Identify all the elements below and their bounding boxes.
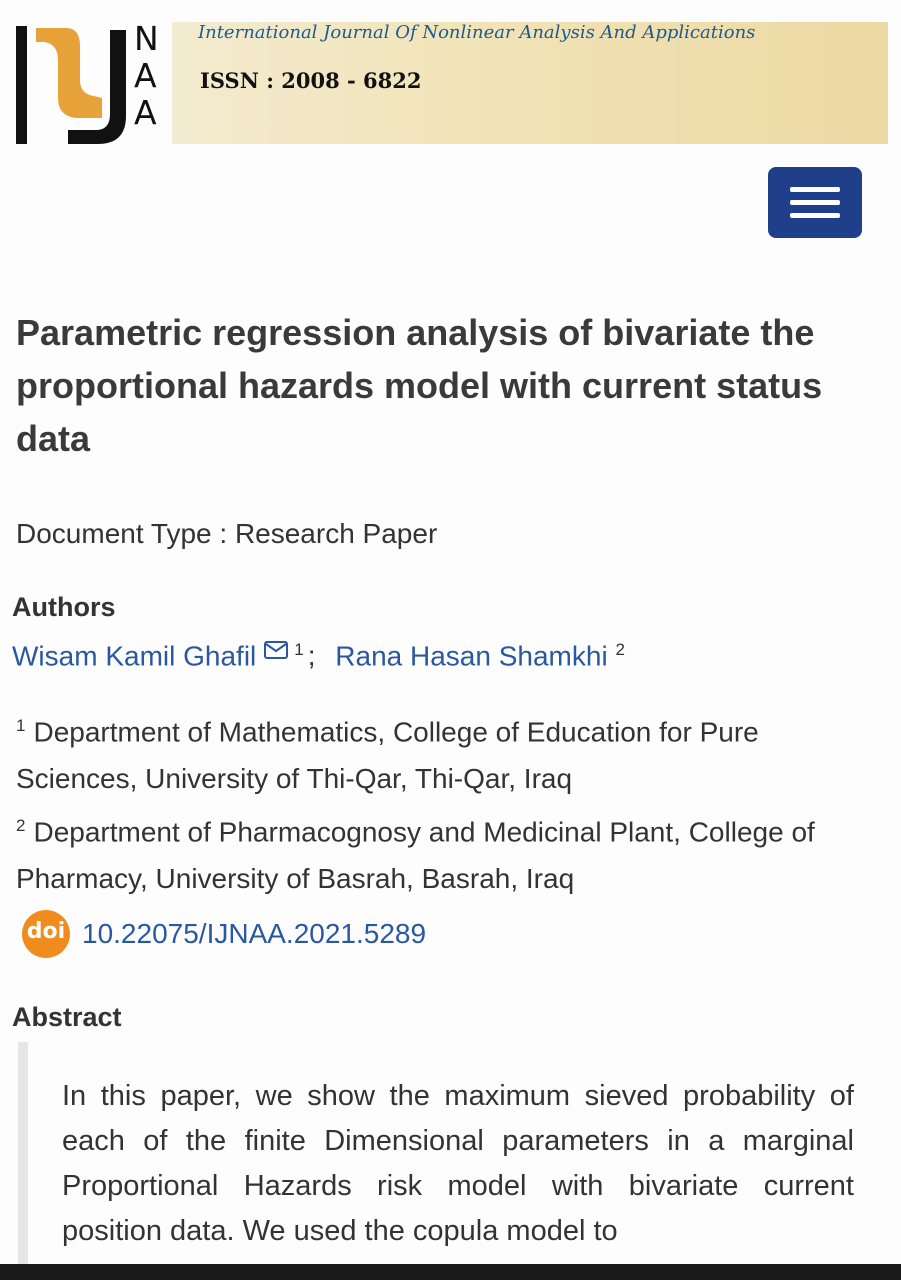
journal-name: International Journal Of Nonlinear Analysis And Applications xyxy=(198,22,756,43)
author-affiliation-number: 2 xyxy=(615,640,625,659)
author-link[interactable]: Rana Hasan Shamkhi xyxy=(335,640,608,672)
affiliation xyxy=(16,702,886,802)
document-type-separator: : xyxy=(211,518,235,549)
logo-letter: A xyxy=(134,56,157,95)
document-type-label: Document Type xyxy=(16,518,212,549)
logo-letters xyxy=(134,20,164,131)
blockquote-bar xyxy=(18,1042,28,1267)
header-banner xyxy=(172,22,888,144)
authors-heading: Authors xyxy=(12,592,116,622)
author-affiliation-number: 1 xyxy=(294,640,304,659)
document-type xyxy=(16,518,437,550)
affiliation-number: 2 xyxy=(16,816,26,835)
doi-icon: doi xyxy=(22,910,70,958)
logo-letter: A xyxy=(134,93,157,132)
affiliation-number: 1 xyxy=(16,716,26,735)
author-separator: ; xyxy=(307,640,316,672)
authors-list xyxy=(12,640,625,672)
issn-text: ISSN : 2008 - 6822 xyxy=(200,68,422,93)
logo-letter: N xyxy=(134,19,159,58)
document-type-value: Research Paper xyxy=(234,518,438,549)
article-title: Parametric regression analysis of bivariate the proportional hazards model with current status data xyxy=(16,312,823,459)
affiliation-text: Department of Mathematics, College of Education for Pure Sciences, University of Thi-Qar, Thi-Qar, Iraq xyxy=(16,716,759,795)
bottom-bar xyxy=(0,1264,901,1280)
abstract-heading: Abstract xyxy=(12,1002,122,1032)
abstract-text: In this paper, we show the maximum sieved probability of each of the finite Dimensional parameters in a marginal Proportional Hazards risk model with bivariate current position data. We used the copula model to xyxy=(62,1080,854,1247)
affiliation xyxy=(16,802,886,902)
menu-button[interactable] xyxy=(768,167,862,238)
doi-link[interactable]: 10.22075/IJNAA.2021.5289 xyxy=(82,918,427,949)
author-link[interactable]: Wisam Kamil Ghafil xyxy=(12,640,257,672)
mail-icon[interactable] xyxy=(264,641,288,659)
affiliation-text: Department of Pharmacognosy and Medicinal Plant, College of Pharmacy, University of Basrah, Basrah, Iraq xyxy=(16,816,815,895)
